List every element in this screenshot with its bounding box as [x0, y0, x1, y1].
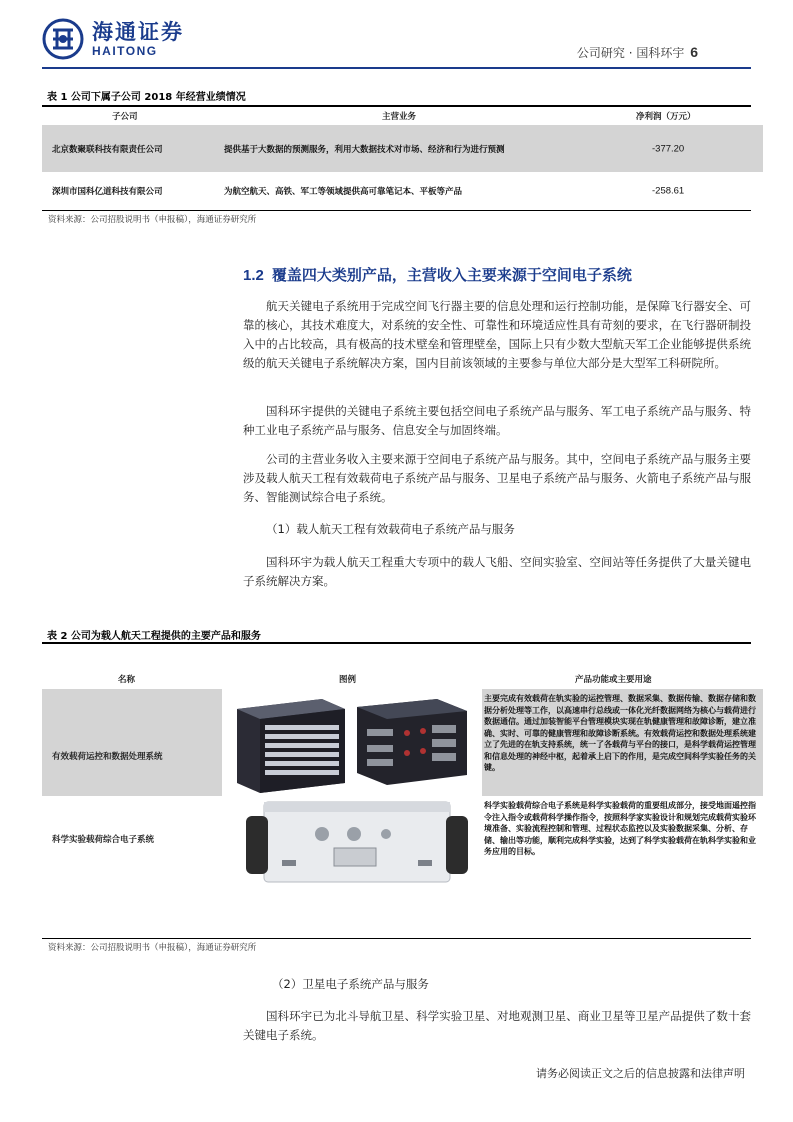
- table2-bottom-rule: [42, 938, 751, 939]
- table1-col-profit: 净利润（万元）: [636, 112, 696, 122]
- table1-col-company: 子公司: [112, 112, 138, 122]
- product-description: 科学实验载荷综合电子系统是科学实验载荷的重要组成部分，接受地面遥控指令注入指令或载荷科学操作指令，按照科学家实验设计和规划完成载荷实验环境准备、实验流程控制和管理、过程状态监控以及实验数据采集、分析、存储、输出等功能，顺利完成科学实验，达到了科学实验载荷在轨科学实验和业务应用的目标。: [484, 801, 756, 856]
- product-description: 主要完成有效载荷在轨实验的运控管理、数据采集、数据传输、数据存储和数据分析处理等工作，以高速串行总线或一体化光纤数据网络为核心与载荷进行数据通信。通过加装智能平台管理模块实现在轨健康管理和故障诊断，建立准确、实时、可靠的健康管理和故障诊断系统。有效载荷运控和数据处理系统建立了先进的在轨支持系统，统一了各载荷与平台的接口，是科学载荷运控管理和信息处理的神经中枢，起着承上启下的作用，是完成空间科学实验任务的关键。: [484, 694, 756, 772]
- footer-disclaimer: 请务必阅读正文之后的信息披露和法律声明: [536, 1067, 745, 1080]
- company-business: 提供基于大数据的预测服务，利用大数据技术对市场、经济和行为进行预测: [224, 144, 505, 155]
- subsection-heading: （2）卫星电子系统产品与服务: [272, 977, 429, 991]
- table2-col-image: 图例: [339, 675, 357, 685]
- company-business: 为航空航天、高铁、军工等领域提供高可靠笔记本、平板等产品: [224, 187, 463, 197]
- haitong-logo-icon: [42, 18, 84, 60]
- table2-row1-name-cell: [42, 689, 222, 796]
- section-number: 1.2: [243, 267, 264, 284]
- table2: [42, 673, 763, 938]
- body-paragraph: 公司的主营业务收入主要来源于空间电子系统产品与服务。其中，空间电子系统产品与服务主要涉及载人航天工程有效载荷电子系统产品与服务、卫星电子系统产品与服务、火箭电子系统产品与服务、智能测试综合电子系统。: [243, 452, 751, 504]
- subsection-heading: （1）载人航天工程有效载荷电子系统产品与服务: [266, 522, 515, 536]
- body-paragraph: 国科环宇提供的关键电子系统主要包括空间电子系统产品与服务、军工电子系统产品与服务、特种工业电子系统产品与服务、信息安全与加固终端。: [243, 404, 751, 437]
- section-title: [243, 264, 632, 285]
- header-report-info: [577, 44, 698, 61]
- company-name: 北京数聚联科技有限责任公司: [52, 144, 163, 155]
- table2-title: 表 2 公司为载人航天工程提供的主要产品和服务: [47, 631, 261, 642]
- header-divider: [42, 67, 751, 69]
- table2-col-desc: 产品功能或主要用途: [575, 675, 652, 685]
- logo-english-name: HAITONG: [92, 44, 158, 58]
- section-title-text: 覆盖四大类别产品，主营收入主要来源于空间电子系统: [271, 266, 632, 284]
- table2-source: 资料来源：公司招股说明书（申报稿），海通证券研究所: [48, 943, 257, 953]
- company-profit: -377.20: [652, 143, 685, 154]
- logo-chinese-name: 海通证券: [92, 19, 184, 44]
- company-profit: -258.61: [652, 185, 685, 197]
- table1-title: 表 1 公司下属子公司 2018 年经营业绩情况: [47, 92, 246, 103]
- page-number: 6: [690, 44, 698, 60]
- table1-source: 资料来源：公司招股说明书（申报稿），海通证券研究所: [48, 215, 257, 225]
- table-row: [42, 172, 763, 210]
- haitong-logo: [42, 17, 227, 61]
- table2-col-name: 名称: [118, 675, 136, 685]
- table1-col-business: 主营业务: [382, 112, 417, 122]
- table1: [42, 110, 763, 210]
- table1-top-rule: [42, 105, 751, 107]
- table-row: [42, 125, 763, 172]
- body-paragraph: 航天关键电子系统用于完成空间飞行器主要的信息处理和运行控制功能，是保障飞行器安全、可靠的核心，其技术难度大，对系统的安全性、可靠性和环境适应性具有苛刻的要求，在飞行器研制投入中的占比较高，具有极高的技术壁垒和管理壁垒，国际上只有少数大型航天军工企业能够提供系统级的航天关键电子系统解决方案，国内目前该领域的主要参与单位大部分是大型军工科研院所。: [243, 299, 751, 370]
- table1-bottom-rule: [42, 210, 751, 211]
- body-paragraph: 国科环宇已为北斗导航卫星、科学实验卫星、对地观测卫星、商业卫星等卫星产品提供了数十套关键电子系统。: [243, 1009, 751, 1042]
- payload-control-system-photo: [227, 695, 477, 793]
- table2-top-rule: [42, 642, 751, 644]
- product-name: 有效载荷运控和数据处理系统: [52, 752, 163, 762]
- report-type: 公司研究 · 国科环宇: [576, 46, 685, 60]
- science-payload-electronics-photo: [242, 798, 472, 886]
- company-name: 深圳市国科亿道科技有限公司: [52, 187, 163, 197]
- table1-header-row: [42, 110, 763, 123]
- body-paragraph: 国科环宇为载人航天工程重大专项中的载人飞船、空间实验室、空间站等任务提供了大量关键电子系统解决方案。: [243, 555, 751, 588]
- product-name: 科学实验载荷综合电子系统: [52, 835, 155, 845]
